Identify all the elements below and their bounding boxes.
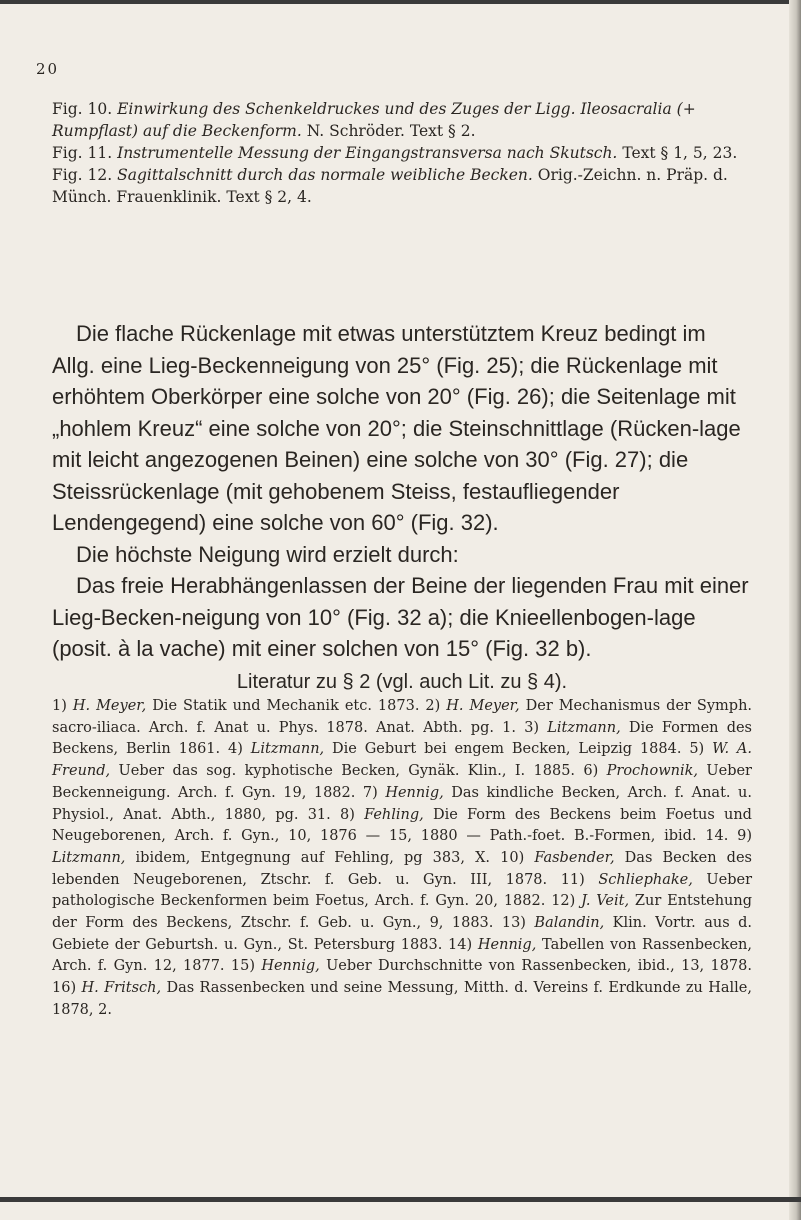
reference-author: Balandin,: [534, 915, 613, 932]
reference-author: Litzmann,: [547, 719, 629, 736]
caption-fig-10: [52, 98, 752, 142]
caption-source: N. Schröder. Text § 2.: [306, 122, 476, 140]
caption-fig-12: [52, 164, 752, 208]
reference-text: Ueber Beckenneigung. Arch. f. Gyn. 19, 1882.: [52, 763, 752, 801]
page-edge-shadow: [789, 0, 801, 1220]
reference-number: 7): [362, 784, 386, 801]
reference-number: 12): [551, 893, 582, 910]
caption-title: Instrumentelle Messung der Eingangstransversa nach Skutsch.: [117, 144, 618, 162]
reference-entry: [52, 698, 425, 714]
reference-author: Hennig,: [385, 784, 452, 801]
reference-number: 11): [560, 871, 599, 888]
reference-text: Ueber pathologische Beckenformen beim Foetus, Arch. f. Gyn. 20, 1882.: [52, 871, 753, 910]
reference-author: Fehling,: [364, 806, 433, 823]
caption-source: Orig.-Zeichn. n. Präp. d. Münch. Frauenklinik. Text § 2, 4.: [52, 166, 728, 206]
reference-text: Tabellen von Rassenbecken, Arch. f. Gyn. 12, 1877.: [52, 936, 752, 975]
reference-author: Litzmann,: [52, 849, 136, 866]
reference-text: Ueber das sog. kyphotische Becken, Gynäk. Klin., I. 1885.: [118, 763, 584, 780]
top-edge-rule: [0, 0, 801, 4]
paragraph-positions: Die flache Rückenlage mit etwas unterstütztem Kreuz bedingt im Allg. eine Lieg-Beckenneigung von 25° (Fig. 25); die Rückenlage mit erhöhtem Oberkörper eine solche von 20° (Fig. 26); die Seitenlage mit „hohlem Kreuz“ eine solche von 20°; die Steinschnittlage (Rücken-lage mit leicht angezogenen Beinen) eine solche von 30° (Fig. 27); die Steissrückenlage (mit gehobenem Steiss, festaufliegender Lendengegend) eine solche von 60° (Fig. 32).: [52, 321, 741, 535]
caption-source: Text § 1, 5, 23.: [622, 144, 738, 162]
paragraph-highest-inclination: Die höchste Neigung wird erzielt durch:: [76, 541, 459, 567]
reference-text: ibidem, Entgegnung auf Fehling, pg 383, X.: [135, 849, 501, 866]
reference-number: 8): [339, 806, 365, 823]
reference-number: 1): [52, 698, 73, 714]
reference-author: Hennig,: [261, 958, 327, 975]
reference-author: H. Meyer,: [72, 698, 153, 714]
reference-number: 14): [448, 936, 478, 953]
caption-fig-11: [52, 142, 752, 164]
literature-heading: Literatur zu § 2 (vgl. auch Lit. zu § 4).: [236, 671, 568, 693]
reference-text: Die Form des Beckens beim Foetus und Neugeborenen, Arch. f. Gyn., 10, 1876 — 15, 1880 — Path.-foet. B.-Formen, ibid. 14.: [52, 806, 752, 845]
reference-number: 10): [500, 849, 535, 866]
caption-number: Fig. 11.: [52, 144, 113, 162]
reference-text: Die Formen des Beckens, Berlin 1861.: [52, 719, 752, 758]
reference-author: W. A. Freund,: [52, 741, 752, 780]
reference-author: Prochownik,: [606, 763, 707, 780]
reference-author: H. Meyer,: [446, 698, 526, 714]
caption-title: Sagittalschnitt durch das normale weibliche Becken.: [117, 166, 533, 184]
reference-entry: [52, 980, 752, 1018]
reference-author: Litzmann,: [250, 741, 333, 758]
reference-author: J. Veit,: [581, 893, 635, 910]
reference-entry: [231, 958, 752, 974]
reference-number: 3): [524, 719, 548, 736]
reference-number: 4): [227, 741, 251, 758]
reference-author: H. Fritsch,: [81, 980, 167, 997]
body-text: [52, 318, 752, 665]
reference-number: 13): [501, 915, 535, 932]
reference-list: [52, 696, 752, 1022]
figure-captions: [52, 98, 752, 208]
caption-number: Fig. 10.: [52, 100, 113, 118]
reference-text: Das kindliche Becken, Arch. f. Anat. u. Physiol., Anat. Abth., 1880, pg. 31.: [52, 784, 752, 823]
reference-text: Das Becken des lebenden Neugeborenen, Ztschr. f. Geb. u. Gyn. III, 1878.: [52, 849, 752, 888]
reference-text: Klin. Vortr. aus d. Gebiete der Geburtsh. u. Gyn., St. Petersburg 1883.: [52, 915, 752, 953]
bottom-edge-rule: [0, 1197, 801, 1202]
reference-number: 2): [425, 698, 447, 714]
reference-text: Die Statik und Mechanik etc. 1873.: [152, 698, 426, 714]
reference-author: Hennig,: [477, 936, 543, 953]
reference-number: 5): [689, 741, 713, 758]
reference-number: 9): [737, 828, 752, 845]
reference-text: Ueber Durchschnitte von Rassenbecken, ibid., 13, 1878.: [326, 958, 752, 975]
page-number: 20: [36, 60, 60, 78]
reference-text: Der Mechanismus der Symph. sacro-iliaca. Arch. f. Anat u. Phys. 1878. Anat. Abth. pg. 1.: [52, 698, 753, 736]
paragraph-hanging-legs: Das freie Herabhängenlassen der Beine der liegenden Frau mit einer Lieg-Becken-neigung von 10° (Fig. 32 a); die Knieellenbogen-lage (posit. à la vache) mit einer solchen von 15° (Fig. 32 b).: [52, 573, 749, 661]
reference-text: Das Rassenbecken und seine Messung, Mitth. d. Vereins f. Erdkunde zu Halle, 1878, 2.: [52, 980, 752, 1018]
reference-text: Die Geburt bei engem Becken, Leipzig 1884.: [332, 741, 690, 758]
reference-number: 15): [230, 958, 262, 975]
reference-author: Fasbender,: [534, 849, 625, 866]
caption-number: Fig. 12.: [52, 166, 113, 184]
reference-text: Zur Entstehung der Form des Beckens, Ztschr. f. Geb. u. Gyn., 9, 1883.: [52, 893, 753, 932]
reference-number: 16): [52, 980, 82, 997]
reference-entry: [228, 741, 689, 757]
reference-number: 6): [583, 763, 607, 780]
reference-author: Schliephake,: [598, 871, 707, 888]
caption-title: Einwirkung des Schenkeldruckes und des Zuges der Ligg. Ileosacralia (+ Rumpflast) auf die Beckenform.: [52, 100, 696, 140]
